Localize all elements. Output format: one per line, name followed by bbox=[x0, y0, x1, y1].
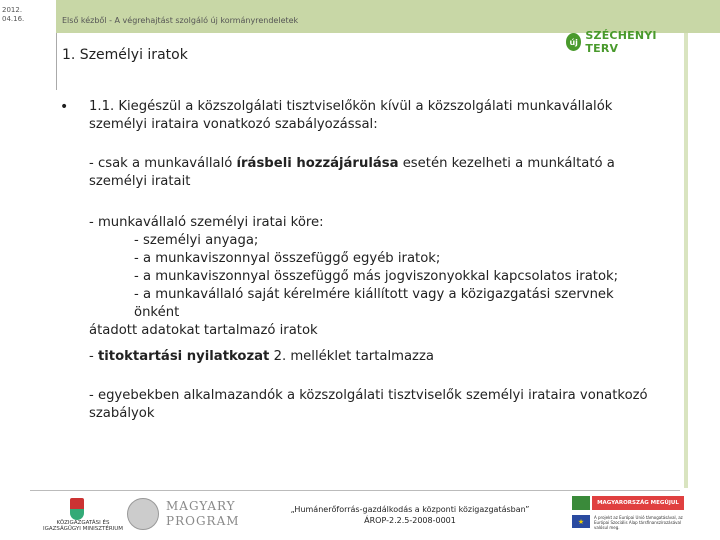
paragraph-consent-bold: írásbeli hozzájárulása bbox=[236, 156, 399, 171]
documents-heading: - munkavállaló személyi iratai köre: bbox=[89, 215, 324, 230]
eu-funding-logo bbox=[572, 496, 684, 536]
header-subtitle: Első kézből - A végrehajtást szolgáló új kormányrendeletek bbox=[62, 16, 299, 25]
magyarorszag-megujul-banner: MAGYARORSZÁG MEGÚJUL bbox=[592, 496, 684, 510]
magyary-portrait-icon bbox=[127, 498, 159, 530]
eu-flag-icon: ★ bbox=[572, 515, 590, 528]
eu-funding-text: A projekt az Európai Unió támogatásával, az Európai Szociális Alap társfinanszírozásával valósul meg. bbox=[594, 515, 683, 530]
paragraph-consent bbox=[89, 155, 649, 191]
footer-project-info bbox=[280, 504, 540, 526]
paragraph-confidentiality bbox=[89, 348, 649, 366]
magyary-program-logo bbox=[166, 499, 240, 529]
documents-item: - személyi anyaga; bbox=[134, 233, 259, 248]
date-line-2: 04.16. bbox=[2, 15, 25, 23]
confidentiality-prefix: - bbox=[89, 349, 98, 364]
confidentiality-bold: titoktartási nyilatkozat bbox=[97, 349, 270, 364]
documents-tail: átadott adatokat tartalmazó iratok bbox=[89, 323, 318, 338]
paragraph-consent-prefix: - csak a munkavállaló bbox=[89, 156, 237, 171]
documents-item: - a munkaviszonnyal összefüggő más jogviszonyokkal kapcsolatos iratok; bbox=[134, 269, 619, 284]
confidentiality-suffix: 2. melléklet tartalmazza bbox=[269, 349, 434, 364]
documents-item: - a munkaviszonnyal összefüggő egyéb iratok; bbox=[134, 251, 441, 266]
date-line-1: 2012. bbox=[2, 6, 23, 14]
date-label bbox=[2, 6, 24, 24]
coat-of-arms-icon bbox=[70, 498, 84, 520]
magyary-line-1: MAGYARY bbox=[166, 499, 236, 513]
szechenyi-terv-logo bbox=[566, 30, 678, 54]
ministry-label: KÖZIGAZGATÁSI ÉS IGAZSÁGÜGYI MINISZTÉRIUM bbox=[42, 520, 124, 532]
bullet-marker: • bbox=[60, 99, 69, 115]
footer-project-title: „Humánerőforrás-gazdálkodás a központi közigazgatásban” bbox=[290, 505, 530, 514]
hungary-flag-icon bbox=[572, 496, 590, 510]
bullet-text: 1.1. Kiegészül a közszolgálati tisztviselőkön kívül a közszolgálati munkavállalók személyi irataira vonatkozó szabályozással: bbox=[89, 99, 613, 132]
title-rule bbox=[56, 33, 57, 90]
paragraph-other-rules: - egyebekben alkalmazandók a közszolgálati tisztviselők személyi irataira vonatkozó szabályok bbox=[89, 388, 648, 421]
footer-divider bbox=[30, 490, 680, 491]
szechenyi-badge-icon: új bbox=[566, 33, 581, 51]
paragraph-consent-suffix: esetén kezelheti a munkáltató a személyi iratait bbox=[89, 156, 615, 189]
paragraph-documents bbox=[89, 214, 649, 340]
footer-project-code: ÁROP-2.2.5-2008-0001 bbox=[364, 516, 456, 525]
magyary-line-2: PROGRAM bbox=[166, 514, 240, 528]
page-title: 1. Személyi iratok bbox=[62, 47, 188, 63]
left-band bbox=[0, 0, 30, 540]
szechenyi-logo-text: SZÉCHENYI TERV bbox=[585, 29, 657, 55]
documents-item: - a munkavállaló saját kérelmére kiállított vagy a közigazgatási szervnek önként bbox=[134, 287, 614, 320]
